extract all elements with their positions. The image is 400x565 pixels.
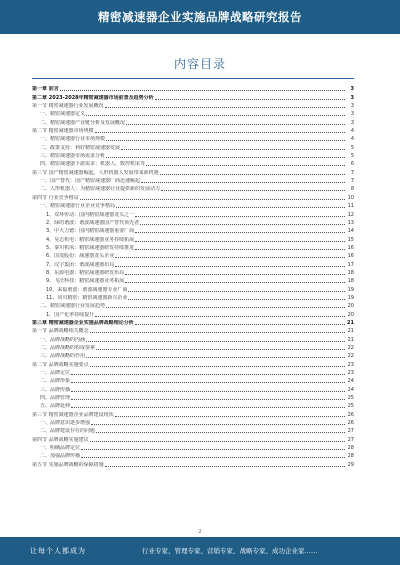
toc-entry-title: 一、国产替代：国产精密减速器厂商迅速崛起 — [40, 178, 141, 185]
toc-entry-title: 第三节 精密减速器企业品牌建设现状 — [32, 411, 114, 418]
toc-leader-dots — [81, 449, 345, 450]
toc-entry-title: 二、人形机器人：为精密减速器行业提供新的发展动力 — [40, 186, 161, 193]
toc-entry[interactable] — [32, 134, 354, 142]
toc-entry[interactable] — [32, 126, 354, 134]
toc-entry-page: 3 — [350, 119, 354, 126]
toc-entry-page: 28 — [347, 445, 354, 452]
toc-entry-page: 22 — [347, 353, 354, 360]
toc-entry-title: 第二节 精密减速器市场规模 — [32, 128, 94, 135]
toc-entry-title: 四、精密减速器下游需求：机器人、数控机床等 — [40, 161, 146, 168]
toc-leader-dots — [116, 207, 345, 208]
toc-entry[interactable] — [32, 459, 354, 467]
toc-entry[interactable] — [32, 443, 354, 451]
toc-leader-dots — [71, 374, 345, 375]
toc-entry-page: 3 — [350, 94, 354, 101]
toc-entry[interactable] — [32, 117, 354, 125]
toc-leader-dots — [96, 349, 345, 350]
toc-entry-page: 26 — [347, 420, 354, 427]
toc-entry-page: 17 — [347, 261, 354, 268]
toc-entry-page: 15 — [347, 236, 354, 243]
toc-entry[interactable] — [32, 409, 354, 417]
toc-entry-title: 一、品牌战略的内涵 — [40, 336, 86, 343]
toc-leader-dots — [161, 190, 345, 191]
toc-entry-title: 一、精密减速器行业市场规模 — [40, 136, 106, 143]
toc-leader-dots — [135, 324, 345, 325]
toc-entry[interactable] — [32, 184, 354, 192]
toc-entry-page: 20 — [347, 311, 354, 318]
toc-entry[interactable] — [32, 192, 354, 200]
toc-entry-page: 28 — [347, 453, 354, 460]
toc-leader-dots — [60, 90, 345, 91]
toc-entry-title: 第二章 2023-2028年精密减速器市场前景及趋势分析 — [32, 94, 154, 101]
toc-entry-page: 27 — [347, 436, 354, 443]
toc-entry-title: 4、昊志机电：精密减速器业务持续拓展 — [46, 236, 135, 243]
toc-entry-title: 一、明确品牌定位 — [40, 445, 81, 452]
toc-entry-title: 第四节 品牌战略实施建议 — [32, 436, 89, 443]
toc-entry[interactable] — [32, 268, 354, 276]
toc-leader-dots — [135, 232, 345, 233]
toc-leader-dots — [90, 366, 345, 367]
toc-entry-title: 第一节 精密减速器行业发展概况 — [32, 103, 104, 110]
toc-entry[interactable] — [32, 259, 354, 267]
toc-leader-dots — [91, 424, 345, 425]
toc-entry[interactable] — [32, 301, 354, 309]
toc-entry-page: 23 — [347, 370, 354, 377]
toc-leader-dots — [115, 266, 345, 267]
toc-entry-page: 19 — [347, 294, 354, 301]
toc-entry[interactable] — [32, 234, 354, 242]
toc-entry-title: 9、飞沃科技：精密减速器业务拓展 — [46, 278, 125, 285]
toc-leader-dots — [121, 149, 345, 150]
toc-entry-page: 24 — [347, 378, 354, 385]
toc-entry-page: 3 — [350, 103, 354, 110]
toc-entry-title: 二、精密减速器行业发展趋势 — [40, 303, 106, 310]
toc-entry[interactable] — [32, 376, 354, 384]
toc-leader-dots — [86, 357, 345, 358]
toc-entry-page: 22 — [347, 345, 354, 351]
toc-leader-dots — [95, 132, 345, 133]
toc-entry-page: 21 — [347, 328, 354, 335]
toc-entry-page: 16 — [347, 244, 354, 251]
toc-entry-title: 第三节 国产精密减速器崛起，人形机器人发展带来新机遇 — [32, 169, 159, 176]
toc-leader-dots — [80, 199, 345, 200]
toc-entry-page: 11 — [347, 203, 354, 210]
toc-entry-title: 一、品牌定位 — [40, 370, 71, 377]
toc-entry[interactable] — [32, 151, 354, 159]
toc-leader-dots — [115, 416, 345, 417]
toc-entry[interactable] — [32, 201, 354, 209]
toc-entry-page: 3 — [350, 111, 354, 118]
toc-entry-page: 25 — [347, 403, 354, 410]
toc-leader-dots — [90, 441, 345, 442]
toc-leader-dots — [140, 224, 345, 225]
toc-entry[interactable] — [32, 451, 354, 459]
footer-bar — [0, 537, 400, 565]
toc-entry-title: 8、东源电器：精密减速器研发布局 — [46, 269, 125, 276]
toc-entry-title: 第一节 品牌战略相关概念 — [32, 328, 89, 335]
toc-entry-page: 21 — [347, 336, 354, 343]
toc-entry[interactable] — [32, 309, 354, 317]
toc-title: 内容目录 — [173, 57, 226, 71]
toc-entry-title: 五、品牌延伸 — [40, 403, 71, 410]
toc-entry-page: 14 — [347, 228, 354, 235]
toc-entry[interactable] — [32, 401, 354, 409]
toc-leader-dots — [106, 140, 345, 141]
toc-leader-dots — [105, 107, 345, 108]
toc-leader-dots — [71, 382, 345, 383]
toc-entry-title: 三、精密减速器市场需求分析 — [40, 153, 106, 160]
toc-entry-page: 5 — [350, 144, 354, 151]
toc-entry[interactable] — [32, 84, 354, 92]
toc-entry[interactable] — [32, 284, 354, 292]
toc-entry-page: 8 — [350, 186, 354, 193]
toc-entry-page: 3 — [350, 86, 354, 93]
toc-leader-dots — [95, 316, 345, 317]
toc-entry[interactable] — [32, 226, 354, 234]
toc-entry[interactable] — [32, 101, 354, 109]
toc-entry[interactable] — [32, 109, 354, 117]
toc-entry-page: 29 — [347, 461, 354, 468]
toc-leader-dots — [115, 257, 345, 258]
toc-entry[interactable] — [32, 368, 354, 376]
toc-divider — [32, 78, 354, 79]
toc-leader-dots — [135, 216, 345, 217]
toc-entry[interactable] — [32, 393, 354, 401]
toc-entry-page: 10 — [347, 194, 354, 201]
toc-leader-dots — [71, 407, 345, 408]
toc-entry-page: 18 — [347, 269, 354, 276]
toc-entry[interactable] — [32, 218, 354, 226]
toc-entry[interactable] — [32, 251, 354, 259]
toc-entry-page: 24 — [347, 386, 354, 393]
toc-leader-dots — [128, 291, 345, 292]
toc-leader-dots — [71, 391, 345, 392]
toc-entry[interactable] — [32, 167, 354, 175]
toc-entry[interactable] — [32, 359, 354, 367]
toc-list — [32, 84, 354, 468]
toc-leader-dots — [106, 307, 345, 308]
toc-entry-page: 5 — [350, 153, 354, 160]
footer-tagline: 行业专家、管理专家、营销专家、战略专家、成功企业家…… — [142, 547, 318, 555]
toc-entry[interactable] — [32, 276, 354, 284]
toc-entry-page: 18 — [347, 278, 354, 285]
toc-entry-title: 二、品牌形象 — [40, 378, 71, 385]
toc-entry-title: 二、品牌建设存在的问题 — [40, 428, 96, 435]
toc-leader-dots — [125, 282, 345, 283]
toc-entry-title: 7、汉宇集团：谐波减速器布局 — [46, 261, 115, 268]
toc-leader-dots — [90, 332, 345, 333]
toc-entry-title: 二、精密减速器产业链分析及发展概况 — [40, 119, 126, 126]
toc-entry-page: 16 — [347, 253, 354, 260]
toc-entry-page: 27 — [347, 428, 354, 435]
toc-entry[interactable] — [32, 343, 354, 351]
toc-leader-dots — [86, 115, 345, 116]
toc-entry-page: 19 — [347, 286, 354, 293]
toc-entry-page: 13 — [347, 219, 354, 226]
toc-leader-dots — [81, 457, 345, 458]
toc-entry-page: 7 — [350, 169, 354, 176]
toc-leader-dots — [86, 341, 345, 342]
toc-entry-page: 7 — [350, 178, 354, 185]
toc-leader-dots — [105, 466, 345, 467]
toc-entry-title: 6、国茂股份：减速器龙头企业 — [46, 253, 115, 260]
toc-entry-title: 四、品牌管理 — [40, 395, 71, 402]
toc-entry-title: 三、品牌传播 — [40, 386, 71, 393]
toc-leader-dots — [106, 157, 345, 158]
toc-entry-title: 一、精密减速器定义 — [40, 111, 86, 118]
toc-entry-page: 23 — [347, 361, 354, 368]
toc-entry-title: 1、国产化率持续提升 — [46, 311, 95, 318]
toc-entry-title: 1、双环传动：国内精密减速器龙头之一 — [46, 211, 135, 218]
toc-entry[interactable] — [32, 142, 354, 150]
toc-entry-title: 11、同川精密：精密减速器新兴企业 — [46, 294, 128, 301]
toc-entry-page: 21 — [347, 319, 354, 326]
toc-leader-dots — [135, 249, 345, 250]
toc-entry[interactable] — [32, 384, 354, 392]
toc-entry-title: 三、品牌战略的作用 — [40, 353, 86, 360]
toc-entry[interactable] — [32, 426, 354, 434]
toc-entry-title: 一、精密减速器行业企业竞争格局 — [40, 203, 116, 210]
report-title: 精密减速器企业实施品牌战略研究报告 — [98, 10, 302, 24]
toc-leader-dots — [146, 165, 345, 166]
report-header — [0, 0, 400, 34]
toc-entry-page: 26 — [347, 411, 354, 418]
toc-entry[interactable] — [32, 326, 354, 334]
toc-entry-title: 二、加强品牌传播 — [40, 453, 81, 460]
toc-entry-title: 第二节 品牌战略实施要点 — [32, 361, 89, 368]
footer-slogan: 让每个人都成为 — [30, 547, 86, 555]
toc-entry-title: 二、品牌战略的构成要素 — [40, 345, 96, 351]
toc-leader-dots — [135, 241, 345, 242]
toc-leader-dots — [126, 124, 345, 125]
toc-entry-title: 二、政策支持：利好精密减速器发展 — [40, 144, 121, 151]
toc-entry[interactable] — [32, 92, 354, 100]
toc-leader-dots — [128, 299, 345, 300]
toc-entry[interactable] — [32, 293, 354, 301]
toc-entry-page: 12 — [347, 211, 354, 218]
toc-entry[interactable] — [32, 159, 354, 167]
toc-leader-dots — [141, 182, 345, 183]
toc-entry-title: 一、品牌意识逐步增强 — [40, 420, 91, 427]
toc-entry-page: 6 — [350, 161, 354, 168]
toc-entry[interactable] — [32, 351, 354, 359]
toc-leader-dots — [155, 99, 345, 100]
toc-entry-title: 第五节 实施品牌战略的保障措施 — [32, 461, 104, 468]
page-number: 2 — [198, 529, 202, 535]
toc-entry[interactable] — [32, 334, 354, 342]
toc-entry-title: 第一章 前言 — [32, 86, 59, 93]
toc-leader-dots — [160, 174, 345, 175]
toc-entry[interactable] — [32, 418, 354, 426]
toc-entry[interactable] — [32, 176, 354, 184]
toc-entry-page: 20 — [347, 303, 354, 310]
toc-entry-title: 第四节 行业竞争格局 — [32, 194, 79, 201]
toc-entry-title: 2、绿的谐波：谐波减速器国产替代领先者 — [46, 219, 140, 226]
toc-entry[interactable] — [32, 209, 354, 217]
toc-entry-title: 3、中大力德：国内精密减速器重要厂商 — [46, 228, 135, 235]
toc-entry-title: 第三章 精密减速器企业实施品牌战略理论分析 — [32, 319, 134, 326]
toc-leader-dots — [71, 399, 345, 400]
toc-entry[interactable] — [32, 434, 354, 442]
toc-leader-dots — [125, 274, 345, 275]
toc-entry-page: 4 — [350, 128, 354, 135]
toc-entry[interactable] — [32, 243, 354, 251]
toc-leader-dots — [96, 432, 345, 433]
toc-entry-page: 25 — [347, 395, 354, 402]
toc-entry-title: 5、秦川机床：精密减速器研发持续推进 — [46, 244, 135, 251]
toc-entry-title: 10、来福谐波：谐波减速器专业厂商 — [46, 286, 128, 293]
toc-entry[interactable] — [32, 318, 354, 326]
toc-entry-page: 4 — [350, 136, 354, 143]
